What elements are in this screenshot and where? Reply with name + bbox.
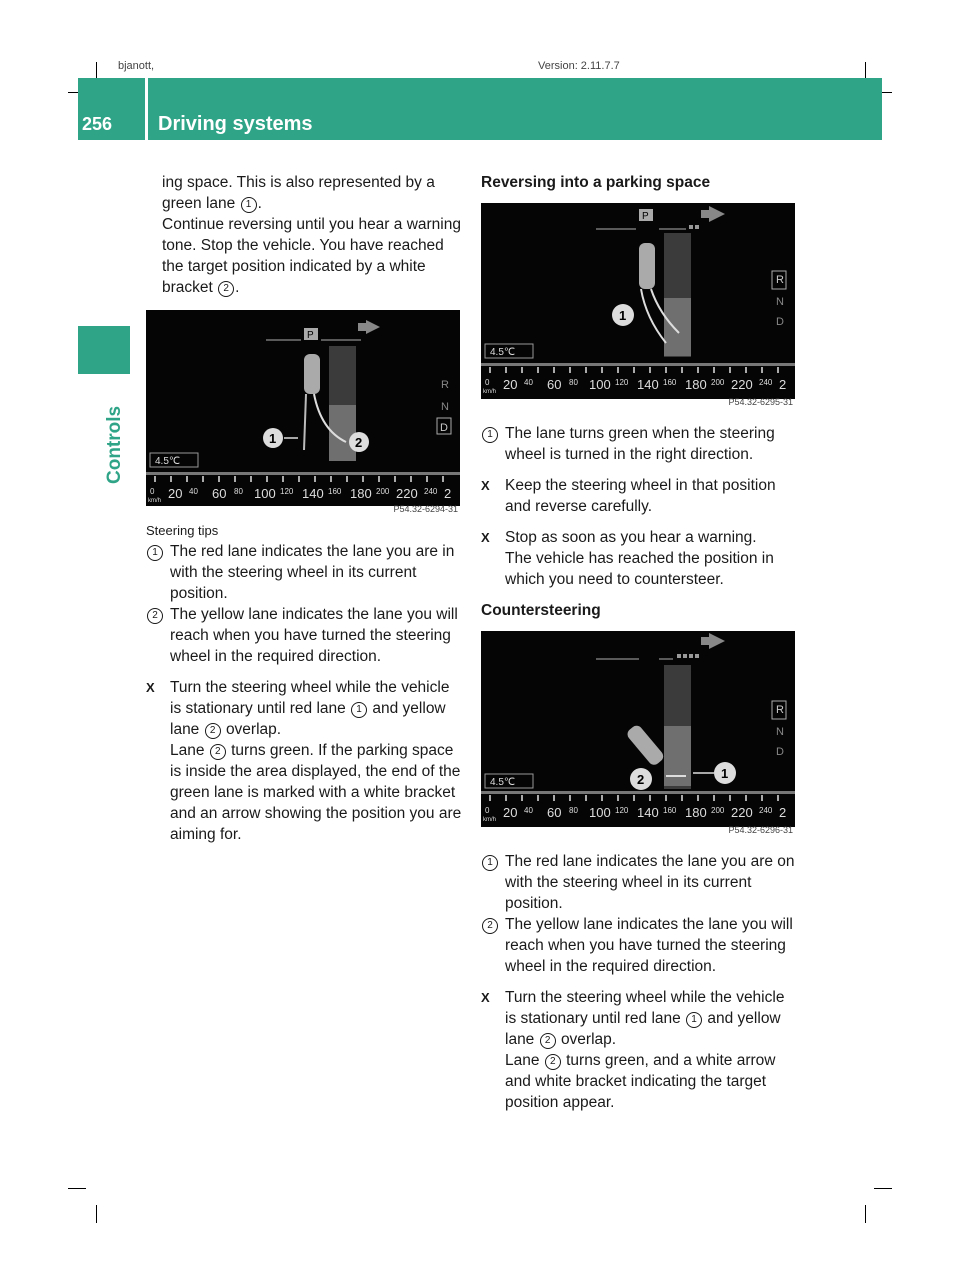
speed-label: 220 <box>731 805 753 820</box>
caption: Steering tips <box>146 523 219 538</box>
p-badge: P <box>307 330 314 341</box>
parking-display-1 <box>146 310 460 506</box>
speed-label: 0 <box>485 378 490 387</box>
dashboard-figure <box>146 310 460 514</box>
speed-label: 80 <box>569 378 578 387</box>
callout-number: 1 <box>619 308 627 323</box>
gear-n: N <box>776 726 784 738</box>
gear-n: N <box>441 401 449 413</box>
gear-r: R <box>776 274 784 286</box>
speed-label: 0 <box>150 487 155 496</box>
speed-label: 120 <box>280 487 294 496</box>
speed-label: 60 <box>212 486 227 501</box>
speed-label: 40 <box>524 806 533 815</box>
speed-label: 0 <box>485 806 490 815</box>
header-divider <box>145 78 148 140</box>
callout-marker: 2 <box>147 608 163 624</box>
speed-label: 220 <box>731 377 753 392</box>
speed-label: 180 <box>685 805 707 820</box>
marker <box>146 541 164 562</box>
marker <box>481 851 499 872</box>
text: Lane <box>505 1052 540 1069</box>
step-marker: X <box>146 680 155 695</box>
speed-label: 20 <box>503 805 518 820</box>
speed-label: 120 <box>615 378 629 387</box>
figure-code: P54.32-6296-31 <box>728 825 793 835</box>
dashboard-figure <box>481 631 795 835</box>
list-item <box>146 604 462 667</box>
callout-number: 2 <box>637 772 645 787</box>
right-column <box>481 172 797 1113</box>
speed-label: 240 <box>759 378 773 387</box>
speed-label: 2 <box>779 377 787 392</box>
callout-marker: 2 <box>482 918 498 934</box>
list-item <box>481 423 797 465</box>
crop-mark <box>865 1205 866 1223</box>
speed-label: 100 <box>589 377 611 392</box>
speed-label: 160 <box>663 806 677 815</box>
side-tab-box <box>78 326 130 374</box>
text: The vehicle has reached the position in which you need to countersteer. <box>505 550 774 588</box>
section-heading: Countersteering <box>481 602 601 619</box>
callout-number: 2 <box>355 435 363 450</box>
step-marker: X <box>481 990 490 1005</box>
speed-unit: km/h <box>483 817 497 823</box>
callout-marker: 1 <box>351 702 367 718</box>
temperature-readout: 4.5℃ <box>155 456 181 467</box>
list-item <box>481 475 797 517</box>
text: overlap. <box>225 721 282 738</box>
text: turns green. If the parking space is inside the area displayed, the end of the green lane is marked with a white bracket and an arrow showing the position you are aiming for. <box>170 742 462 843</box>
text: The red lane indicates the lane you are on with the steering wheel in its current position. <box>505 853 795 912</box>
left-column <box>146 172 462 845</box>
temperature-readout: 4.5℃ <box>490 347 516 358</box>
list-item <box>481 914 797 977</box>
text: . <box>257 195 262 212</box>
speed-label: 180 <box>350 486 372 501</box>
paragraph <box>146 172 462 214</box>
text: The lane turns green when the steering wheel is turned in the right direction. <box>505 425 775 463</box>
text: turns green, and a white arrow and white bracket indicating the target position appear. <box>505 1052 776 1111</box>
crop-mark <box>874 1188 892 1189</box>
gear-d: D <box>440 422 448 434</box>
text: The yellow lane indicates the lane you will reach when you have turned the steering wheel in the required direction. <box>170 606 458 665</box>
temperature-readout: 4.5℃ <box>490 777 516 788</box>
meta-version: Version: 2.11.7.7 <box>538 60 620 72</box>
list-item <box>481 851 797 914</box>
callout-marker: 2 <box>545 1054 561 1070</box>
text: and yellow lane <box>170 700 446 738</box>
callout-number: 1 <box>721 766 729 781</box>
section-title: Driving systems <box>158 113 313 135</box>
speed-label: 200 <box>711 806 725 815</box>
speed-label: 2 <box>444 486 452 501</box>
speed-label: 200 <box>711 378 725 387</box>
speed-label: 160 <box>328 487 342 496</box>
speed-unit: km/h <box>483 389 497 395</box>
parking-display-2 <box>481 203 795 399</box>
speed-label: 240 <box>424 487 438 496</box>
text: Turn the steering wheel while the vehicle is stationary until red lane <box>170 679 450 717</box>
text: Turn the steering wheel while the vehicle is stationary until red lane <box>505 989 785 1027</box>
marker <box>481 914 499 935</box>
speed-label: 60 <box>547 377 562 392</box>
figure-code: P54.32-6295-31 <box>728 397 793 407</box>
list-item <box>481 987 797 1113</box>
speed-label: 40 <box>524 378 533 387</box>
speed-label: 140 <box>637 377 659 392</box>
crop-mark <box>96 1205 97 1223</box>
text: Stop as soon as you hear a warning. <box>505 529 757 546</box>
callout-marker: 1 <box>241 197 257 213</box>
text: The red lane indicates the lane you are in with the steering wheel in its current position. <box>170 543 455 602</box>
text: Continue reversing until you hear a warning tone. Stop the vehicle. You have reached the target position indicated by a white bracket <box>162 216 461 296</box>
text: Keep the steering wheel in that position and reverse carefully. <box>505 477 776 515</box>
text: ing space. This is also represented by a green lane <box>162 174 435 212</box>
speed-label: 200 <box>376 487 390 496</box>
gear-d: D <box>776 746 784 758</box>
speed-label: 240 <box>759 806 773 815</box>
dashboard-figure <box>481 203 795 407</box>
speed-label: 140 <box>637 805 659 820</box>
marker <box>146 604 164 625</box>
gear-r: R <box>441 379 449 391</box>
gear-d: D <box>776 316 784 328</box>
list-item <box>481 527 797 590</box>
speed-label: 180 <box>685 377 707 392</box>
callout-marker: 2 <box>210 744 226 760</box>
callout-marker: 2 <box>205 723 221 739</box>
speed-label: 20 <box>503 377 518 392</box>
speed-unit: km/h <box>148 498 162 504</box>
callout-marker: 1 <box>686 1012 702 1028</box>
figure-code: P54.32-6294-31 <box>393 504 458 514</box>
callout-marker: 1 <box>147 545 163 561</box>
speed-label: 80 <box>569 806 578 815</box>
text: Lane <box>170 742 205 759</box>
meta-author: bjanott, <box>118 60 155 72</box>
list-item <box>146 541 462 604</box>
speed-label: 100 <box>254 486 276 501</box>
speed-label: 100 <box>589 805 611 820</box>
parking-display-3 <box>481 631 795 827</box>
side-tab <box>104 384 134 484</box>
callout-marker: 1 <box>482 855 498 871</box>
text: and yellow lane <box>505 1010 781 1048</box>
text: overlap. <box>560 1031 617 1048</box>
step-marker: X <box>481 478 490 493</box>
speed-label: 60 <box>547 805 562 820</box>
callout-marker: 1 <box>482 427 498 443</box>
speed-label: 140 <box>302 486 324 501</box>
gear-r: R <box>776 704 784 716</box>
speed-label: 220 <box>396 486 418 501</box>
crop-mark <box>68 1188 86 1189</box>
callout-marker: 2 <box>218 281 234 297</box>
text: The yellow lane indicates the lane you will reach when you have turned the steering wheel in the required direction. <box>505 916 793 975</box>
car-icon <box>639 243 655 289</box>
page-number: 256 <box>82 114 113 134</box>
text: . <box>235 279 240 296</box>
speed-label: 160 <box>663 378 677 387</box>
speed-label: 2 <box>779 805 787 820</box>
p-badge: P <box>642 211 649 222</box>
marker <box>481 423 499 444</box>
step-marker: X <box>481 530 490 545</box>
speed-label: 120 <box>615 806 629 815</box>
speed-label: 40 <box>189 487 198 496</box>
callout-number: 1 <box>269 431 277 446</box>
gear-n: N <box>776 296 784 308</box>
speed-label: 80 <box>234 487 243 496</box>
side-tab-label: Controls <box>104 405 125 484</box>
section-heading: Reversing into a parking space <box>481 174 711 191</box>
callout-marker: 2 <box>540 1033 556 1049</box>
paragraph <box>146 214 462 298</box>
car-icon <box>304 354 320 394</box>
speed-label: 20 <box>168 486 183 501</box>
list-item <box>146 677 462 845</box>
